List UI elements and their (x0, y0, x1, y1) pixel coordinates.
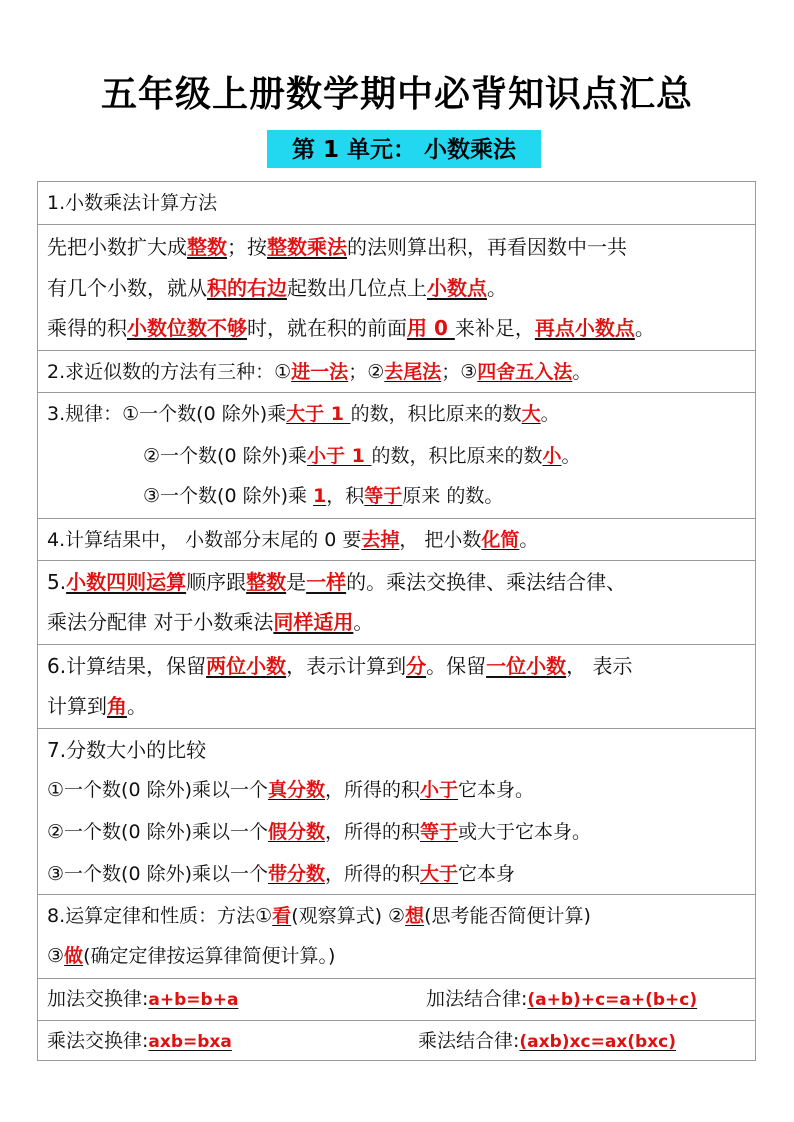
text: 原来 的数。 (402, 485, 504, 507)
section-7-heading: 7.分数大小的比较 (47, 738, 207, 762)
law-formula: axb=bxa (148, 1032, 232, 1052)
section-2-line (47, 357, 591, 387)
text: 乘法分配律 对于小数乘法 (47, 610, 274, 634)
keyword: 化简 (481, 529, 520, 551)
keyword: 小数点 (427, 276, 487, 300)
section-8-line-1 (47, 901, 591, 931)
text: ；按 (227, 235, 267, 259)
multiplication-laws-row (38, 1020, 755, 1060)
text: ，表示计算到 (286, 654, 407, 678)
text: (思考能否简便计算) (424, 905, 591, 927)
text: 计算到 (47, 694, 107, 718)
section-7-line-1 (47, 775, 534, 805)
keyword: 两位小数 (206, 654, 287, 678)
unit-heading: 第 1 单元： 小数乘法 (267, 130, 541, 168)
section-4 (38, 518, 755, 560)
keyword: 角 (107, 694, 127, 718)
keyword: 看 (272, 905, 292, 927)
section-6 (38, 644, 755, 728)
text: 的法则算出积，再看因数中一共 (347, 235, 627, 259)
text: ，所得的积 (325, 779, 421, 801)
keyword: 同样适用 (273, 610, 354, 634)
text: ③ (47, 945, 65, 967)
text: 顺序跟 (186, 570, 247, 594)
text: 。 (572, 361, 592, 383)
knowledge-table (37, 181, 756, 1061)
addition-laws-row (38, 978, 755, 1020)
text: 。 (353, 610, 374, 634)
text: 。 (634, 316, 655, 340)
text: 起数出几位点上 (287, 276, 427, 300)
text: ③一个数(0 除外)乘以一个 (47, 863, 268, 885)
text: 是 (286, 570, 307, 594)
text: ， 表示 (566, 654, 633, 678)
text: 来补足， (454, 316, 535, 340)
section-3-line-2 (143, 441, 581, 471)
text: 。 (561, 445, 581, 467)
text: 它本身。 (458, 779, 535, 801)
keyword: 整数乘法 (267, 235, 347, 259)
text: 的数，积比原来的数 (350, 403, 522, 425)
keyword: 等于 (420, 821, 459, 843)
keyword: 大 (521, 403, 541, 425)
page-title: 五年级上册数学期中必背知识点汇总 (100, 74, 693, 115)
text: 4.计算结果中， 小数部分末尾的 0 要 (47, 529, 362, 551)
text: 3.规律：①一个数(0 除外)乘 (47, 403, 287, 425)
addition-associative (426, 984, 697, 1014)
keyword: 等于 (364, 485, 403, 507)
keyword: 带分数 (268, 863, 326, 885)
keyword: 分 (406, 654, 427, 678)
law-label: 加法结合律: (426, 988, 528, 1010)
text: 。 (540, 403, 560, 425)
section-5-line-1 (47, 567, 626, 597)
text: ，所得的积 (325, 863, 421, 885)
section-8-line-2 (47, 941, 335, 971)
text: 时，就在积的前面 (247, 316, 407, 340)
keyword: 整数 (246, 570, 287, 594)
keyword: 去尾法 (384, 361, 442, 383)
section-7-line-3 (47, 859, 515, 889)
text: 。 (487, 276, 507, 300)
section-3 (38, 392, 755, 518)
keyword: 一样 (306, 570, 347, 594)
keyword: 小 (542, 445, 562, 467)
section-3-line-1 (47, 399, 560, 429)
keyword: 小数四则运算 (66, 570, 187, 594)
addition-commutative (47, 984, 238, 1014)
text: 先把小数扩大成 (47, 235, 187, 259)
keyword: 大于 1 (286, 403, 351, 425)
text: ；③ (441, 361, 478, 383)
text: (确定定律按运算律简便计算。) (83, 945, 336, 967)
section-1-body (38, 224, 755, 350)
section-6-line-1 (47, 651, 632, 681)
text: ，所得的积 (325, 821, 421, 843)
section-5 (38, 560, 755, 644)
section-8 (38, 894, 755, 978)
keyword: 做 (64, 945, 84, 967)
text: 2.求近似数的方法有三种：① (47, 361, 292, 383)
keyword: 一位小数 (486, 654, 567, 678)
text: ①一个数(0 除外)乘以一个 (47, 779, 268, 801)
text: ②一个数(0 除外)乘以一个 (47, 821, 268, 843)
section-4-line (47, 525, 538, 555)
multiplication-associative (418, 1026, 676, 1056)
law-formula: (axb)xc=ax(bxc) (519, 1032, 677, 1052)
keyword: 进一法 (291, 361, 349, 383)
law-formula: (a+b)+c=a+(b+c) (527, 990, 698, 1010)
keyword: 真分数 (268, 779, 326, 801)
keyword: 小数位数不够 (127, 316, 247, 340)
text: 。 (127, 694, 147, 718)
text: ；② (348, 361, 385, 383)
section-3-line-3 (143, 481, 503, 511)
section-1-line-2 (47, 273, 507, 303)
text: 或大于它本身。 (458, 821, 592, 843)
text: ，积 (326, 485, 365, 507)
section-5-line-2 (47, 607, 373, 637)
keyword: 小于 (420, 779, 459, 801)
keyword: 1 (313, 485, 327, 507)
section-1-line-1 (47, 232, 627, 262)
keyword: 小于 1 (307, 445, 372, 467)
section-2 (38, 350, 755, 392)
text: 。 (519, 529, 539, 551)
keyword: 用 0 (407, 316, 455, 340)
law-label: 乘法交换律: (47, 1030, 149, 1052)
text: (观察算式) ② (291, 905, 406, 927)
section-1-heading: 1.小数乘法计算方法 (47, 192, 218, 214)
keyword: 积的右边 (207, 276, 287, 300)
section-7 (38, 728, 755, 894)
text: 。保留 (426, 654, 487, 678)
text: 的数，积比原来的数 (371, 445, 543, 467)
section-1-heading-cell (38, 182, 755, 224)
keyword: 去掉 (361, 529, 400, 551)
text: 有几个小数，就从 (47, 276, 207, 300)
text: 6.计算结果，保留 (47, 654, 207, 678)
keyword: 假分数 (268, 821, 326, 843)
keyword: 再点小数点 (534, 316, 635, 340)
text: ③一个数(0 除外)乘 (143, 485, 314, 507)
section-6-line-2 (47, 691, 147, 721)
section-1-line-3 (47, 313, 655, 343)
keyword: 大于 (420, 863, 459, 885)
text: 乘得的积 (47, 316, 127, 340)
text: 它本身 (458, 863, 516, 885)
law-label: 加法交换律: (47, 988, 149, 1010)
law-formula: a+b=b+a (148, 990, 239, 1010)
law-label: 乘法结合律: (418, 1030, 520, 1052)
text: ②一个数(0 除外)乘 (143, 445, 307, 467)
text: 5. (47, 570, 67, 594)
text: 的。乘法交换律、乘法结合律、 (346, 570, 627, 594)
multiplication-commutative (47, 1026, 232, 1056)
keyword: 想 (405, 905, 425, 927)
text: ， 把小数 (399, 529, 482, 551)
text: 8.运算定律和性质：方法① (47, 905, 273, 927)
keyword: 四舍五入法 (477, 361, 573, 383)
section-7-line-2 (47, 817, 591, 847)
keyword: 整数 (187, 235, 227, 259)
